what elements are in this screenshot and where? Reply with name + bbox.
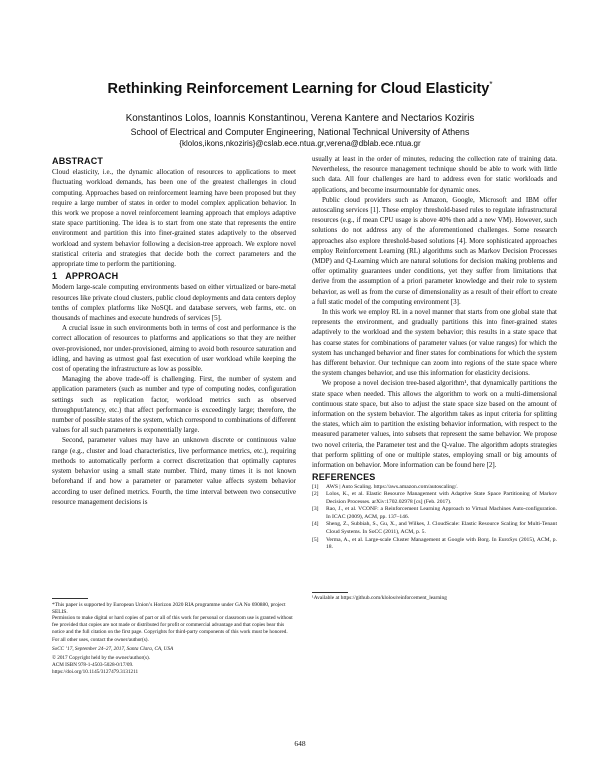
copyright-line: © 2017 Copyright held by the owner/author(s). xyxy=(52,655,151,662)
reference-item: [4] Sheng, Z., Subbiah, S., Gu, X., and Wilkes, J. CloudScale: Elastic Resource Scaling for Multi-Tenant Cloud Systems. In SoCC (2011), ACM, p. 5. xyxy=(312,521,557,536)
title-footnote-mark: * xyxy=(489,80,493,89)
doi-link[interactable]: https://doi.org/10.1145/3127479.3131211 xyxy=(52,669,139,676)
footnote-rule xyxy=(312,592,348,593)
references-heading: REFERENCES xyxy=(312,472,376,483)
code-footnote-text: ¹Available at https://github.com/klolos/reinforcement_learning xyxy=(312,595,447,601)
page-number: 648 xyxy=(294,739,306,748)
left-column xyxy=(52,154,296,507)
code-footnote xyxy=(312,592,557,602)
right-column xyxy=(312,154,557,552)
funding-footnote-text: *This paper is supported by European Union’s Horizon 2020 RIA programme under GA No 690880, project SELIS. xyxy=(52,602,286,616)
section-title: APPROACH xyxy=(65,271,119,282)
permission-block xyxy=(52,615,296,677)
author-emails: {klolos,ikons,nkoziris}@cslab.ece.ntua.gr,verena@dblab.ece.ntua.gr xyxy=(179,139,421,148)
reference-item: [2] Lolos, K., et al. Elastic Resource Management with Adaptive State Space Partitioning of Markov Decision Processes. arXiv:1702.02978 [cs] (Feb. 2017). xyxy=(312,491,557,505)
reference-item: [5] Verma, A., et al. Large-scale Cluster Management at Google with Borg. In EuroSys (2015), ACM, p. 18. xyxy=(312,536,557,551)
reference-item: [3] Rao, J., et al. VCONF: a Reinforcement Learning Approach to Virtual Machines Auto-configuration. In ICAC (2009), ACM, pp. 137–146. xyxy=(312,506,557,520)
reference-list xyxy=(312,484,557,552)
abstract-text: Cloud elasticity, i.e., the dynamic allocation of resources to applications to meet fluctuating workload demands, has been one of the greatest challenges in cloud computing. Approaches based on reinforcement learning have been proposed but they require a large number of states in order to model complex application behavior. In this work we propose a novel reinforcement learning approach that employs adaptive state space partitioning. The idea is to start from one state that represents the entire environment and partition this into finer-grained states adaptively to the observed workload and system behavior following a decision-tree approach. We explore novel statistical criteria and strategies that decide both the correct parameters and the appropriate time to perform the partitioning. xyxy=(52,168,296,269)
affiliation: School of Electrical and Computer Engineering, National Technical University of Athens xyxy=(130,127,470,137)
paragraph: Managing the above trade-off is challenging. First, the number of system and application parameters (such as number and type of computing nodes, configuration settings such as replication factor, workload metrics such as observed throughput/latency, etc.) that affect performance is exceedingly large; therefore, the number of possible states of the system, which correspond to combinations of different values for all such parameters is exponentially large. xyxy=(52,375,296,435)
permission-text: Permission to make digital or hard copies of part or all of this work for personal or classroom use is granted without fee provided that copies are not made or distributed for profit or commercial advantage and that copies bear this notice and the full citation on the first page. Copyrights for third-party components of this work must be honored. For all other uses, contact the owner/author(s). xyxy=(52,615,293,643)
author-list: Konstantinos Lolos, Ioannis Konstantinou, Verena Kantere and Nectarios Koziris xyxy=(125,113,475,124)
paragraph: Second, parameter values may have an unknown discrete or continuous value range (e.g., cluster and load characteristics, live performance metrics, etc.), requiring methods to automatically perform a correct discretization that optimally captures system behavior using a small state number. Third, many times it is not known beforehand if and how a parameter or parameter value affects system behavior according to user defined metrics. Fourth, the time interval between two consecutive resource management decisions is xyxy=(52,436,296,506)
paper-title: Rethinking Reinforcement Learning for Cloud Elasticity* xyxy=(107,80,493,97)
paragraph: usually at least in the order of minutes, reducing the collection rate of training data. Nevertheless, the resource management technique should be able to work with little such data. All four challenges are hard to address even for static workloads and applications, and become insurmountable for dynamic ones. xyxy=(312,155,557,194)
venue-line: SoCC ’17, September 24–27, 2017, Santa Clara, CA, USA xyxy=(52,645,174,652)
paragraph: In this work we employ RL in a novel manner that starts from one global state that represents the environment, and gradually partitions this into finer-grained states adaptively to the workload and the system behavior; this results in a state space that has coarse states for combinations of parameter values (or value ranges) for which the system has unchanged behavior and finer states for combinations for which the system has different behavior. Our technique can zoom into regions of the state space where the system changes behavior, and use this information for elasticity decisions. xyxy=(312,308,557,378)
paragraph: A crucial issue in such environments both in terms of cost and performance is the correct allocation of resources to platforms and applications so that they are neither over-provisioned, nor under-provisioned, aiming to avoid both resource saturation and idling, and having as utmost goal fast execution of user workload while keeping the cost of operating the infrastructure as low as possible. xyxy=(52,324,296,374)
paragraph: Public cloud providers such as Amazon, Google, Microsoft and IBM offer autoscaling services [1]. These employ threshold-based rules to regulate infrastructural resources (e.g., if mean CPU usage is above 40% then add a new VM). However, such solutions do not address any of the aforementioned challenges. Some research approaches also explore threshold-based solutions [4]. More sophisticated approaches employ Reinforcement Learning (RL) algorithms such as Markov Decision Processes (MDP) and Q-Learning which are natural solutions for decision making problems and offer optimality guarantees under conditions, yet they suffer from limitations that derive from the assumption of a priori parameter knowledge and their role to system behavior, as well as from the curse of dimensionality as a result of their effort to create a full static model of the computing environment [3]. xyxy=(312,195,557,306)
paragraph: We propose a novel decision tree-based algorithm¹, that dynamically partitions the state space when needed. This allows the algorithm to work on a multi-dimensional continuous state space, but also to adjust the state space size based on the amount of information on the system behavior. The algorithm takes as input criteria for splitting the states, which aim to partition the existing behavior information, with respect to the measured parameter values, into subsets that represent the same behavior. We propose two novel criteria, the Parameter test and the Q-value. The algorithm adopts strategies that perform splitting of one or multiple states, employing small or big amounts of information on behavior. More information can be found here [2]. xyxy=(312,379,557,470)
footnote-rule xyxy=(52,598,88,599)
reference-item: [1] AWS | Auto Scaling. https://aws.amazon.com/autoscaling/. xyxy=(312,483,458,490)
section-number: 1 xyxy=(52,271,58,282)
abstract-heading: ABSTRACT xyxy=(52,156,104,166)
funding-footnote xyxy=(52,598,296,616)
section-heading xyxy=(52,271,296,281)
isbn-line: ACM ISBN 978-1-4503-5028-0/17/09. xyxy=(52,662,134,669)
paragraph: Modern large-scale computing environments based on either virtualized or bare-metal resources like private cloud clusters, public cloud deployments and data centers deploy tenths of complex platforms like NoSQL and database servers, web farms, etc. on thousands of machines and execute hundreds of services [5]. xyxy=(52,283,296,323)
